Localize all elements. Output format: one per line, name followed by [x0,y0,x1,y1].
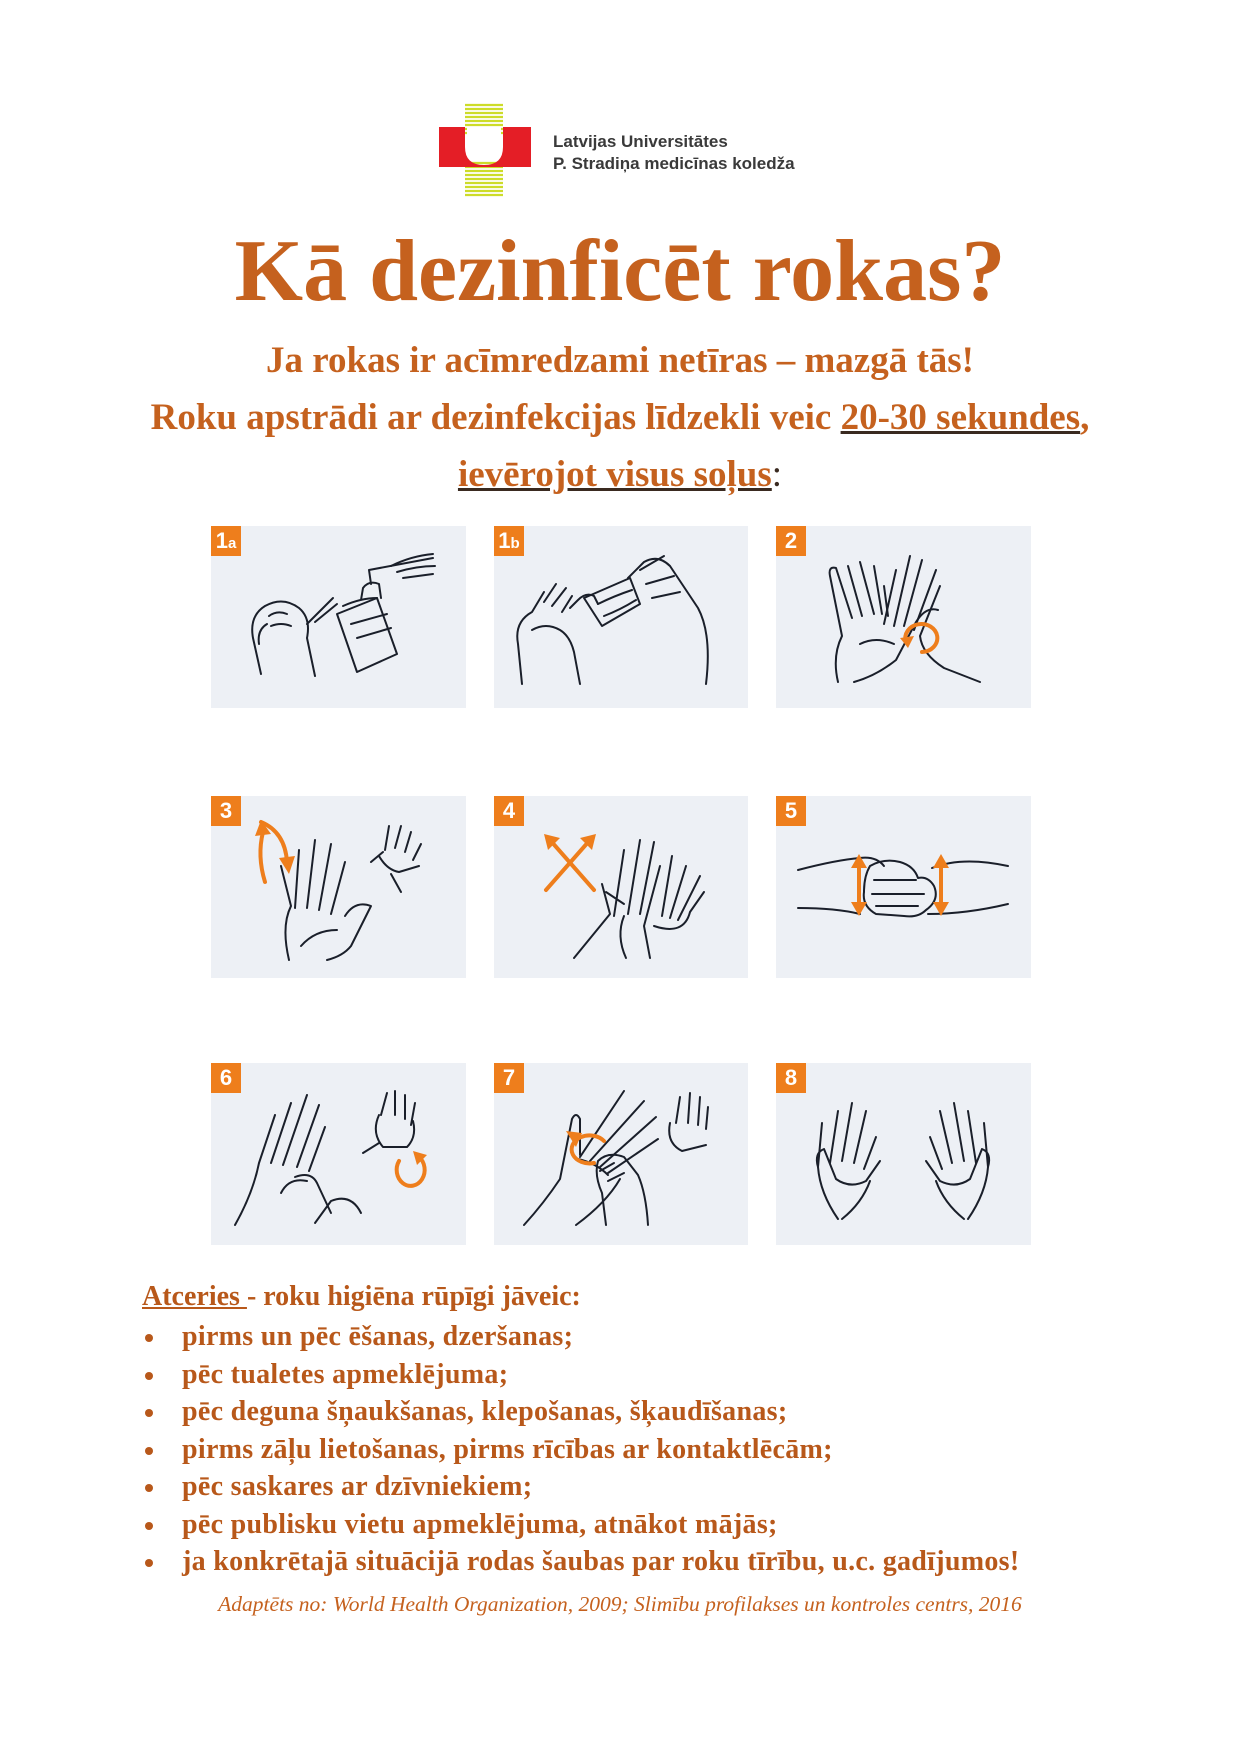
list-item: pēc publisku vietu apmeklējuma, atnākot mājās; [142,1506,1019,1544]
step-badge [211,526,241,556]
step-number: 4 [502,798,516,823]
source-citation: Adaptēts no: World Health Organization, 2009; Slimību profilakses un kontroles centrs, 2016 [218,1592,1022,1616]
step-panel-8 [776,1063,1031,1245]
vertical-arrow-right-icon [930,854,952,916]
step-number: 8 [784,1065,798,1090]
step-suffix: a [227,535,237,552]
vertical-arrow-left-icon [848,854,870,916]
step-panel-1a [211,526,466,708]
step-panel-4 [494,796,748,978]
dry-hands-icon [776,1063,1031,1245]
step-badge [776,796,806,826]
college-emblem-icon [437,103,537,198]
step-panel-7 [494,1063,748,1245]
duration-highlight: 20-30 sekundes [840,397,1081,438]
logo-line-1: Latvijas Universitātes [553,132,728,151]
step-number: 7 [502,1065,516,1090]
step-badge [776,1063,806,1093]
step-panel-5 [776,796,1031,978]
circular-motion-arrow-icon [896,614,946,658]
step-panel-2 [776,526,1031,708]
palm-over-back-of-hand-icon [211,796,466,978]
step-panel-3 [211,796,466,978]
up-down-arrow-icon [251,802,301,892]
remember-heading [142,1278,581,1316]
step-number: 2 [784,528,798,553]
college-logo [437,103,817,198]
subtitle-line-2 [0,396,1240,440]
step-panel-1b [494,526,748,708]
remember-lead: Atceries [142,1281,247,1312]
cross-arrows-icon [538,830,602,894]
follow-steps-highlight: ievērojot visus soļus [457,454,772,495]
step-badge [211,1063,241,1093]
page-title: Kā dezinficēt rokas? [234,223,1006,320]
subtitle-line-1: Ja rokas ir acīmredzami netīras – mazgā tās! [265,340,975,381]
fingertips-in-palm-icon [494,1063,748,1245]
step-number: 1 [498,528,511,553]
step-number: 1 [215,528,228,553]
list-item: pēc tualetes apmeklējuma; [142,1356,1019,1394]
step-badge [494,1063,524,1093]
hygiene-occasions-list [142,1318,1019,1581]
step-badge [211,796,241,826]
interlaced-fingers-icon [494,796,748,978]
interlocked-fingers-icon [776,796,1031,978]
step-number: 3 [219,798,233,823]
rotation-arrow-icon [389,1149,431,1195]
list-item: pirms zāļu lietošanas, pirms rīcības ar kontaktlēcām; [142,1431,1019,1469]
list-item: pirms un pēc ēšanas, dzeršanas; [142,1318,1019,1356]
subtitle-colon: : [771,454,783,495]
list-item: pēc deguna šņaukšanas, klepošanas, šķaudīšanas; [142,1393,1019,1431]
subtitle-line-3 [0,453,1240,497]
pump-bottle-into-palm-icon [211,526,466,708]
circular-motion-arrow-icon [564,1127,614,1167]
list-item: ja konkrētajā situācijā rodas šaubas par roku tīrību, u.c. gadījumos! [142,1543,1019,1581]
squeeze-bottle-into-palm-icon [494,526,748,708]
logo-line-2: P. Stradiņa medicīnas koledža [553,154,795,173]
step-number: 5 [784,798,798,823]
subtitle-comma: , [1080,397,1090,438]
step-panel-6 [211,1063,466,1245]
list-item: pēc saskares ar dzīvniekiem; [142,1468,1019,1506]
step-number: 6 [219,1065,233,1090]
step-suffix: b [510,535,520,552]
step-badge [776,526,806,556]
step-badge [494,526,524,556]
subtitle-line-2-text: Roku apstrādi ar dezinfekcijas līdzekli veic [150,397,841,438]
step-badge [494,796,524,826]
remember-rest: - roku higiēna rūpīgi jāveic: [246,1281,581,1312]
